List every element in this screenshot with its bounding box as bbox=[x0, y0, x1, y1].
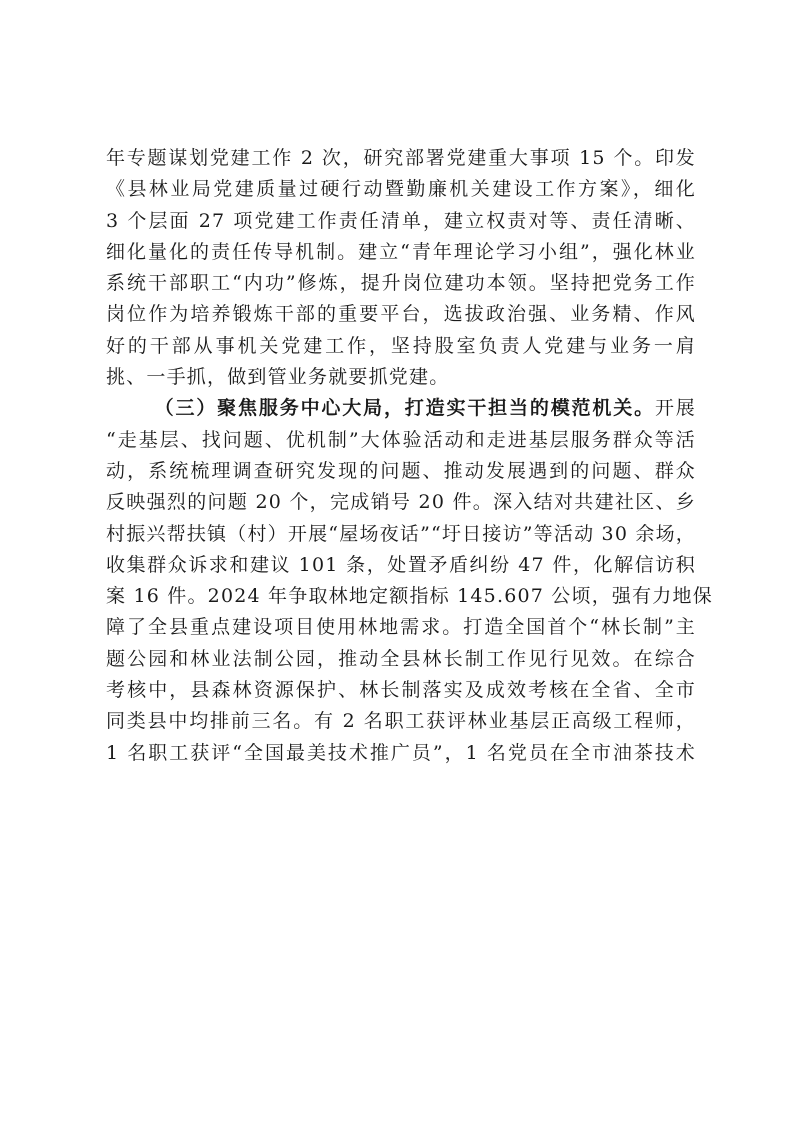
body-text bbox=[106, 143, 713, 769]
text-line: 系统干部职工“内功”修炼，提升岗位建功本领。坚持把党务工作 bbox=[106, 272, 696, 295]
section-heading: （三）聚焦服务中心大局，打造实干担当的模范机关。 bbox=[154, 397, 655, 420]
text-line: 细化量化的责任传导机制。建立“青年理论学习小组”，强化林业 bbox=[106, 240, 696, 263]
text-line: 《县林业局党建质量过硬行动暨勤廉机关建设工作方案》，细化 bbox=[106, 178, 696, 201]
text-line: 好的干部从事机关党建工作，坚持股室负责人党建与业务一肩 bbox=[106, 334, 696, 357]
heading-line-rest: 开展 bbox=[654, 397, 696, 420]
text-line: 村振兴帮扶镇（村）开展“屋场夜话”“圩日接访”等活动 30 余场， bbox=[106, 522, 696, 545]
text-line: 反映强烈的问题 20 个，完成销号 20 件。深入结对共建社区、乡 bbox=[106, 491, 696, 514]
text-line: 题公园和林业法制公园，推动全县林长制工作见行见效。在综合 bbox=[106, 647, 696, 670]
text-line: 动，系统梳理调查研究发现的问题、推动发展遇到的问题、群众 bbox=[106, 459, 696, 482]
text-line: 3 个层面 27 项党建工作责任清单，建立权责对等、责任清晰、 bbox=[106, 209, 696, 232]
text-line: 案 16 件。2024 年争取林地定额指标 145.607 公顷，强有力地保 bbox=[106, 585, 713, 608]
text-line: 收集群众诉求和建议 101 条，处置矛盾纠纷 47 件，化解信访积 bbox=[106, 553, 696, 576]
text-line: 同类县中均排前三名。有 2 名职工获评林业基层正高级工程师， bbox=[106, 710, 696, 733]
text-line: 考核中，县森林资源保护、林长制落实及成效考核在全省、全市 bbox=[106, 679, 696, 702]
section-heading-line bbox=[106, 393, 696, 424]
text-line: 挑、一手抓，做到管业务就要抓党建。 bbox=[106, 366, 450, 389]
text-line: 障了全县重点建设项目使用林地需求。打造全国首个“林长制”主 bbox=[106, 616, 696, 639]
text-line: 岗位作为培养锻炼干部的重要平台，选拔政治强、业务精、作风 bbox=[106, 303, 696, 326]
text-line: 1 名职工获评“全国最美技术推广员”，1 名党员在全市油茶技术 bbox=[106, 741, 696, 764]
text-line: 年专题谋划党建工作 2 次，研究部署党建重大事项 15 个。印发 bbox=[106, 147, 696, 169]
text-line: “走基层、找问题、优机制”大体验活动和走进基层服务群众等活 bbox=[106, 428, 696, 451]
